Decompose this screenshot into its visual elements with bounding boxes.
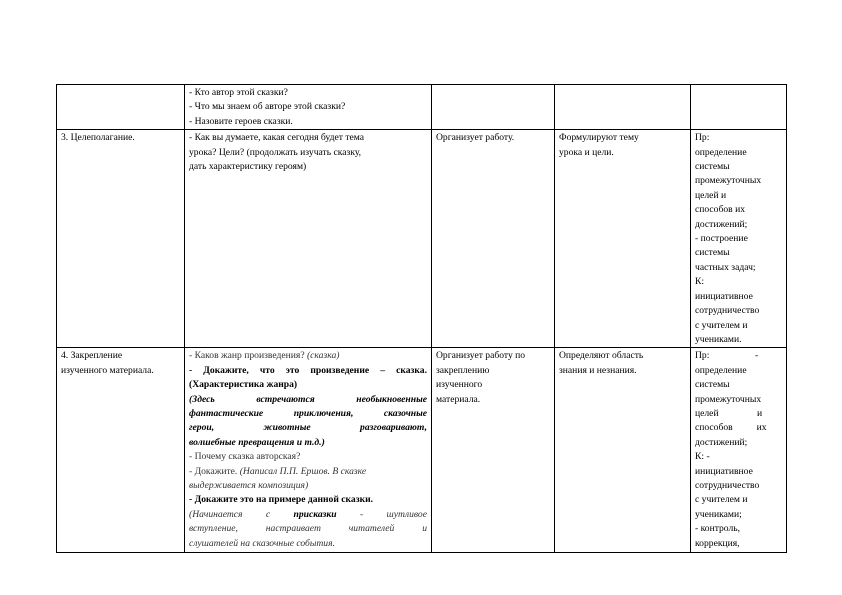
question-line: - Докажите. (Написал П.П. Ершов. В сказке <box>189 465 367 477</box>
student-activity-line: Определяют область <box>559 350 644 362</box>
uud-line: системы <box>695 161 730 173</box>
teacher-activity: Организует работу. <box>436 132 515 144</box>
uud-line: системы <box>695 247 730 259</box>
uud-line: с учителем и <box>695 494 748 506</box>
uud-line: К: - <box>695 451 710 463</box>
uud-line: - построение <box>695 233 748 245</box>
stage-cell <box>57 348 185 553</box>
table-row <box>57 85 787 130</box>
question-line: - Докажите это на примере данной сказки. <box>189 494 374 506</box>
answer-line: фантастические приключения, сказочные <box>189 407 427 419</box>
uud-line: способов их <box>695 422 767 434</box>
uud-cell <box>691 85 787 130</box>
uud-line: учениками; <box>695 508 742 520</box>
answer-line: вступление, настраивает читателей и <box>189 523 427 535</box>
teacher-activity: закреплению <box>436 364 490 376</box>
teacher-activity: материала. <box>436 393 481 405</box>
question-line: - Докажите, что это произведение – сказка. <box>189 364 427 376</box>
uud-line: частных задач; <box>695 261 756 273</box>
student-activity-line: урока и цели. <box>559 146 614 158</box>
answer-line: слушателей на сказочные события. <box>189 537 335 549</box>
question-line: - Почему сказка авторская? <box>189 451 301 463</box>
answer-line: (Начинается с присказки - шутливое <box>189 508 427 520</box>
uud-cell <box>691 348 787 553</box>
uud-line: учениками. <box>695 333 742 345</box>
uud-line: целей и <box>695 407 763 419</box>
student-activity-cell <box>555 85 691 130</box>
stage-label: 3. Целеполагание. <box>61 132 135 144</box>
teacher-activity-cell <box>432 130 555 348</box>
question-line: - Что мы знаем об авторе этой сказки? <box>189 101 346 113</box>
question-note: (Характеристика жанра) <box>189 379 298 391</box>
uud-line: промежуточных <box>695 393 762 405</box>
uud-cell <box>691 130 787 348</box>
answer-line: (Здесь встречаются необыкновенные <box>189 393 427 405</box>
uud-line: - контроль, <box>695 523 741 535</box>
uud-line: с учителем и <box>695 319 748 331</box>
answer-line: герои, животные разговаривают, <box>189 422 427 434</box>
uud-line: К: <box>695 276 705 288</box>
uud-line: способов их <box>695 204 746 216</box>
questions-cell <box>185 130 432 348</box>
student-activity-cell <box>555 348 691 553</box>
uud-line: определение <box>695 146 747 158</box>
uud-line: системы <box>695 379 730 391</box>
student-activity-line: знания и незнания. <box>559 364 637 376</box>
answer-line: волшебные превращения и т.д.) <box>189 436 325 448</box>
question-line: - Каков жанр произведения? (сказка) <box>189 350 340 362</box>
teacher-activity-cell <box>432 85 555 130</box>
uud-line: определение <box>695 364 747 376</box>
uud-line: сотрудничество <box>695 305 760 317</box>
question-line: - Кто автор этой сказки? <box>189 87 288 98</box>
teacher-activity: изученного <box>436 379 483 391</box>
uud-line: инициативное <box>695 465 753 477</box>
questions-cell <box>185 85 432 130</box>
uud-line: достижений; <box>695 436 748 448</box>
question-line: - Как вы думаете, какая сегодня будет тема <box>189 132 365 144</box>
stage-cell <box>57 130 185 348</box>
question-line: - Назовите героев сказки. <box>189 115 293 127</box>
table-row <box>57 348 787 553</box>
uud-line: достижений; <box>695 218 748 230</box>
lesson-plan-table <box>56 84 787 553</box>
uud-line: Пр: <box>695 132 710 144</box>
stage-label: изученного материала. <box>61 364 154 376</box>
table-row <box>57 130 787 348</box>
stage-label: 4. Закрепление <box>61 350 123 362</box>
student-activity-cell <box>555 130 691 348</box>
teacher-activity: Организует работу по <box>436 350 526 362</box>
uud-line: целей и <box>695 189 727 201</box>
uud-line: коррекция, <box>695 537 740 549</box>
questions-cell <box>185 348 432 553</box>
uud-line: Пр: - <box>695 350 759 362</box>
student-activity-line: Формулируют тему <box>559 132 639 144</box>
question-line: дать характеристику героям) <box>189 161 307 173</box>
stage-cell <box>57 85 185 130</box>
teacher-activity-cell <box>432 348 555 553</box>
uud-line: инициативное <box>695 290 753 302</box>
question-line: урока? Цели? (продолжать изучать сказку, <box>189 146 362 158</box>
uud-line: промежуточных <box>695 175 762 187</box>
uud-line: сотрудничество <box>695 479 760 491</box>
answer-line: выдерживается композиция) <box>189 479 309 491</box>
